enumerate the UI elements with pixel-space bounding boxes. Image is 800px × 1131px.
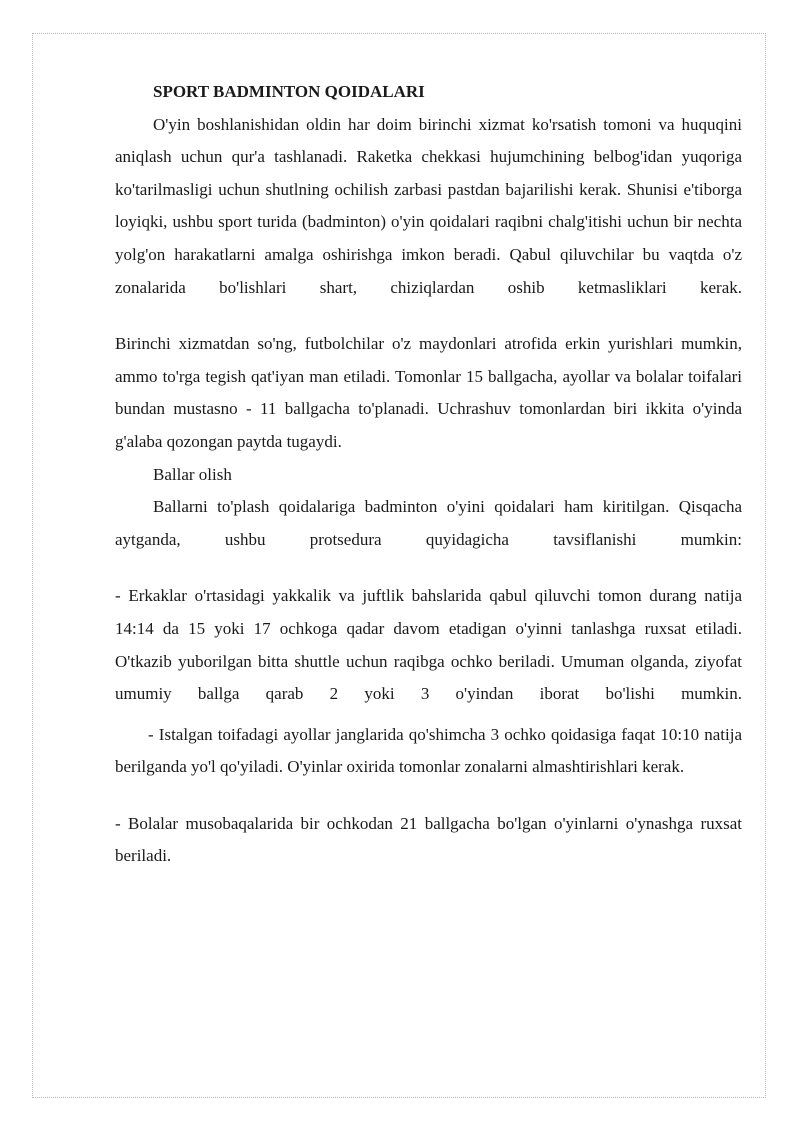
paragraph-after-serve: Birinchi xizmatdan so'ng, futbolchilar o'z maydonlari atrofida erkin yurishlari mumkin, ammo to'rga tegish qat'iyan man etiladi. Tomonlar 15 ballgacha, ayollar va bolalar toifalari bundan mustasno - 11 ballgacha to'planadi. Uchrashuv tomonlardan biri ikkita o'yinda g'alaba qozongan paytda tugaydi. [115,334,742,451]
subheading-scoring: Ballar olish [153,464,232,484]
paragraph-gap [115,784,742,808]
paragraph-gap [115,304,742,328]
document-body [115,76,742,873]
paragraph-scoring-intro: Ballarni to'plash qoidalariga badminton o'yini qoidalari ham kiritilgan. Qisqacha aytganda, ushbu protsedura quyidagicha tavsiflanishi mumkin: [115,497,742,549]
paragraph-gap [115,556,742,580]
paragraph-rules-intro: O'yin boshlanishidan oldin har doim birinchi xizmat ko'rsatish tomoni va huquqini aniqlash uchun qur'a tashlanadi. Raketka chekkasi hujumchining belbog'idan yuqoriga ko'tarilmasligi uchun shutlning ochilish zarbasi pastdan bajarilishi kerak. Shunisi e'tiborga loyiqki, ushbu sport turida (badminton) o'yin qoidalari raqibni chalg'itishi uchun bir nechta yolg'on harakatlarni amalga oshirishga imkon beradi. Qabul qiluvchilar bu vaqtda o'z zonalarida bo'lishlari shart, chiziqlardan oshib ketmasliklari kerak. [115,114,742,297]
paragraph-children-rules: - Bolalar musobaqalarida bir ochkodan 21 ballgacha bo'lgan o'yinlarni o'ynashga ruxsat beriladi. [115,813,742,866]
paragraph-gap [115,711,742,719]
paragraph-women-rules: - Istalgan toifadagi ayollar janglarida qo'shimcha 3 ochko qoidasiga faqat 10:10 natija berilganda yo'l qo'yiladi. O'yinlar oxirida tomonlar zonalarni almashtirishlari kerak. [115,724,742,777]
paragraph-men-rules: - Erkaklar o'rtasidagi yakkalik va juftlik bahslarida qabul qiluvchi tomon durang natija 14:14 da 15 yoki 17 ochkoga qadar davom etadigan o'yinni tanlashga ruxsat etiladi. O'tkazib yuborilgan bitta shuttle uchun raqibga ochko beriladi. Umuman olganda, ziyofat umumiy ballga qarab 2 yoki 3 o'yindan iborat bo'lishi mumkin. [115,586,742,704]
document-title: SPORT BADMINTON QOIDALARI [153,82,425,101]
